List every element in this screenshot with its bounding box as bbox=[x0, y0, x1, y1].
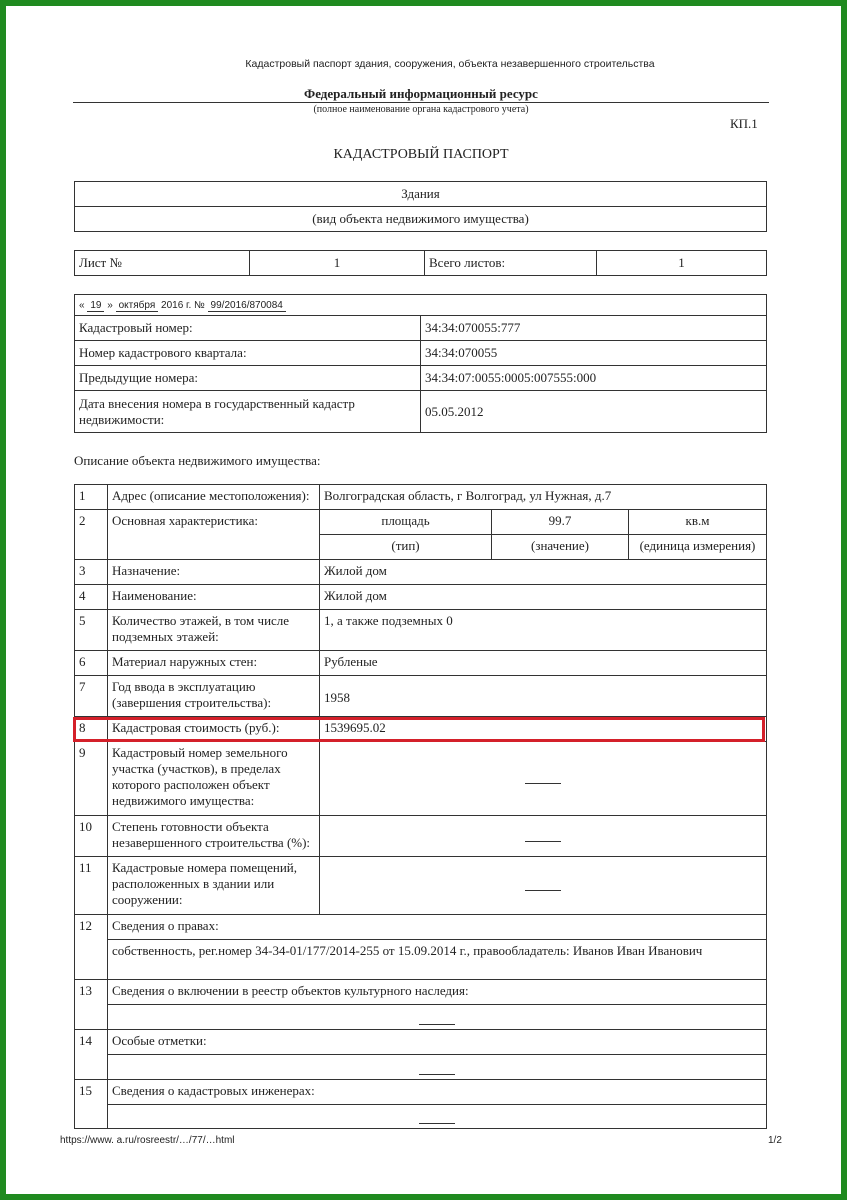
form-code: КП.1 bbox=[730, 116, 758, 131]
table-row bbox=[75, 560, 767, 585]
row-number: 2 bbox=[75, 510, 108, 560]
row-number: 5 bbox=[75, 610, 108, 651]
rights-value: собственность, рег.номер 34-34-01/177/2014-255 от 15.09.2014 г., правообладатель: Иванов Иван Иванович bbox=[108, 940, 767, 980]
quarter-number-value: 34:34:070055 bbox=[421, 341, 767, 366]
year-value: 1958 bbox=[320, 676, 767, 717]
row-number: 14 bbox=[75, 1030, 108, 1080]
table-row bbox=[75, 816, 767, 857]
table-row bbox=[75, 1080, 767, 1105]
entry-date-label: Дата внесения номера в государственный кадастр недвижимости: bbox=[75, 391, 421, 433]
empty-dash bbox=[419, 1123, 455, 1124]
row-label: Степень готовности объекта незавершенного строительства (%): bbox=[108, 816, 320, 857]
date-month: октября bbox=[116, 300, 159, 312]
table-row bbox=[75, 651, 767, 676]
description-table bbox=[74, 484, 767, 1129]
row-label: Назначение: bbox=[108, 560, 320, 585]
cadastral-number-value: 34:34:070055:777 bbox=[421, 316, 767, 341]
special-marks-label: Особые отметки: bbox=[108, 1030, 767, 1055]
table-row bbox=[75, 742, 767, 816]
row-label: Год ввода в эксплуатацию (завершения строительства): bbox=[108, 676, 320, 717]
row-label: Кадастровая стоимость (руб.): bbox=[108, 717, 320, 742]
organ-caption: (полное наименование органа кадастрового учета) bbox=[313, 104, 529, 115]
date-line bbox=[75, 295, 767, 316]
object-kind-value: Здания bbox=[75, 182, 767, 207]
date-year: 2016 г. № bbox=[161, 299, 205, 311]
cadastral-value: 1539695.02 bbox=[320, 717, 767, 742]
sheet-label: Лист № bbox=[75, 251, 250, 276]
table-row bbox=[75, 585, 767, 610]
row-label: Материал наружных стен: bbox=[108, 651, 320, 676]
name-value: Жилой дом bbox=[320, 585, 767, 610]
cadastral-number-label: Кадастровый номер: bbox=[75, 316, 421, 341]
row-number: 12 bbox=[75, 915, 108, 980]
row-number: 11 bbox=[75, 857, 108, 915]
row-label: Адрес (описание местоположения): bbox=[108, 485, 320, 510]
char-unit: кв.м bbox=[629, 510, 767, 535]
organ-name: Федеральный информационный ресурс bbox=[304, 86, 538, 101]
date-number: 99/2016/870084 bbox=[208, 300, 286, 312]
row-number: 7 bbox=[75, 676, 108, 717]
heritage-label: Сведения о включении в реестр объектов культурного наследия: bbox=[108, 980, 767, 1005]
row-number: 4 bbox=[75, 585, 108, 610]
identifiers-table bbox=[74, 294, 767, 433]
date-day: 19 bbox=[87, 300, 104, 312]
previous-numbers-value: 34:34:07:0055:0005:007555:000 bbox=[421, 366, 767, 391]
table-row bbox=[75, 485, 767, 510]
row-number: 6 bbox=[75, 651, 108, 676]
char-value: 99.7 bbox=[492, 510, 629, 535]
empty-dash bbox=[525, 783, 561, 784]
entry-date-value: 05.05.2012 bbox=[421, 391, 767, 433]
char-type: площадь bbox=[320, 510, 492, 535]
empty-dash bbox=[419, 1024, 455, 1025]
row-number: 15 bbox=[75, 1080, 108, 1129]
highlight-box bbox=[73, 717, 765, 742]
floors-value: 1, а также подземных 0 bbox=[320, 610, 767, 651]
table-row bbox=[75, 915, 767, 940]
previous-numbers-label: Предыдущие номера: bbox=[75, 366, 421, 391]
engineers-label: Сведения о кадастровых инженерах: bbox=[108, 1080, 767, 1105]
char-type-caption: (тип) bbox=[320, 535, 492, 560]
purpose-value: Жилой дом bbox=[320, 560, 767, 585]
sheet-total-label: Всего листов: bbox=[425, 251, 597, 276]
row-label: Количество этажей, в том числе подземных этажей: bbox=[108, 610, 320, 651]
empty-dash bbox=[525, 841, 561, 842]
sheet-number: 1 bbox=[250, 251, 425, 276]
organ-underline bbox=[73, 102, 769, 103]
top-title: Кадастровый паспорт здания, сооружения, объекта незавершенного строительства bbox=[245, 58, 655, 70]
description-heading: Описание объекта недвижимого имущества: bbox=[74, 453, 321, 468]
table-row bbox=[75, 980, 767, 1005]
page-number: 1/2 bbox=[768, 1135, 782, 1146]
rights-label: Сведения о правах: bbox=[108, 915, 767, 940]
date-open-quote: « bbox=[79, 299, 85, 311]
table-row bbox=[75, 510, 767, 535]
row-number: 3 bbox=[75, 560, 108, 585]
char-value-caption: (значение) bbox=[492, 535, 629, 560]
row-number: 13 bbox=[75, 980, 108, 1030]
table-row bbox=[75, 610, 767, 651]
row-number: 8 bbox=[75, 717, 108, 742]
object-kind-table bbox=[74, 181, 767, 232]
row-number: 10 bbox=[75, 816, 108, 857]
footer-url[interactable]: https://www. a.ru/rosreestr/…/77/…html bbox=[60, 1135, 235, 1146]
char-unit-caption: (единица измерения) bbox=[629, 535, 767, 560]
row-label: Кадастровый номер земельного участка (участков), в пределах которого расположен объект недвижимого имущества: bbox=[108, 742, 320, 816]
address-value: Волгоградская область, г Волгоград, ул Нужная, д.7 bbox=[320, 485, 767, 510]
empty-dash bbox=[525, 890, 561, 891]
empty-dash bbox=[419, 1074, 455, 1075]
date-close-quote: » bbox=[107, 299, 113, 311]
row-label: Основная характеристика: bbox=[108, 510, 320, 560]
row-label: Наименование: bbox=[108, 585, 320, 610]
row-number: 9 bbox=[75, 742, 108, 816]
row-number: 1 bbox=[75, 485, 108, 510]
table-row bbox=[75, 676, 767, 717]
object-kind-caption: (вид объекта недвижимого имущества) bbox=[75, 207, 767, 232]
walls-value: Рубленые bbox=[320, 651, 767, 676]
table-row bbox=[75, 1030, 767, 1055]
sheet-total: 1 bbox=[597, 251, 767, 276]
quarter-number-label: Номер кадастрового квартала: bbox=[75, 341, 421, 366]
doc-title: КАДАСТРОВЫЙ ПАСПОРТ bbox=[333, 147, 509, 162]
row-label: Кадастровые номера помещений, расположенных в здании или сооружении: bbox=[108, 857, 320, 915]
sheet-table bbox=[74, 250, 767, 276]
table-row bbox=[75, 857, 767, 915]
